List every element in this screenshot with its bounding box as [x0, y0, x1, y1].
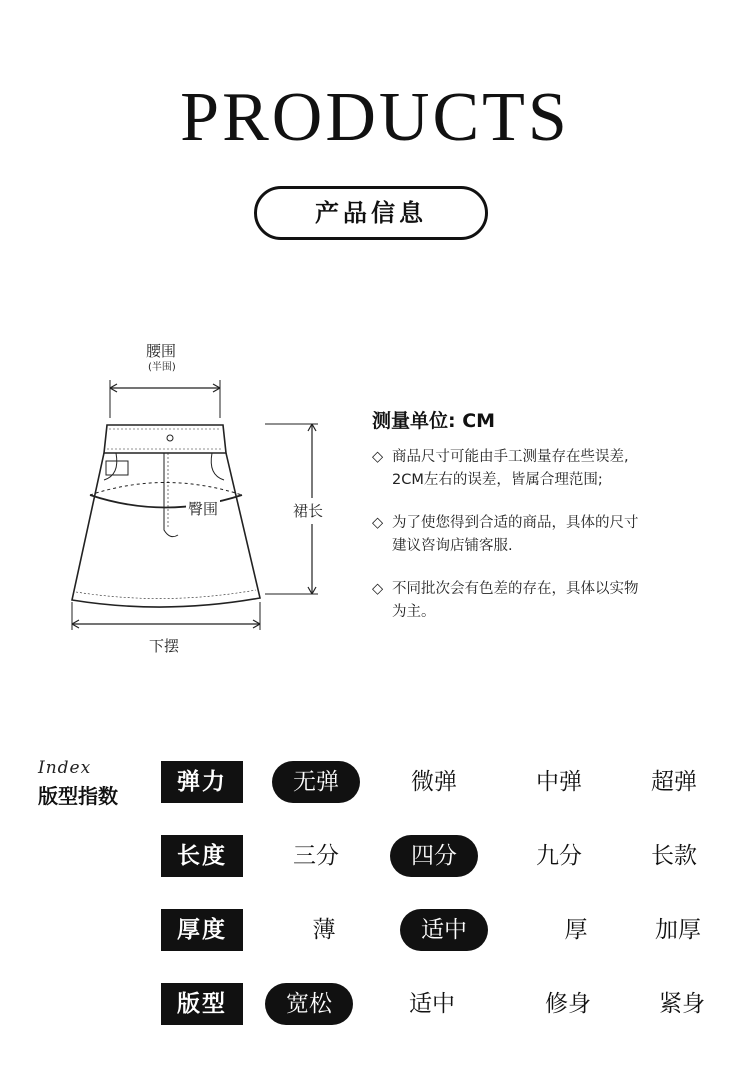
index-option: 九分	[536, 843, 582, 869]
index-row-label: 版型	[161, 983, 243, 1025]
index-option: 紧身	[659, 991, 705, 1017]
diamond-bullet-icon: ◇	[372, 581, 384, 597]
index-row-label: 弹力	[161, 761, 243, 803]
skirt-diagram	[60, 330, 340, 670]
index-title-en: Index	[38, 758, 92, 778]
index-option: 中弹	[536, 769, 582, 795]
index-title-cn: 版型指数	[38, 784, 118, 808]
index-option-selected: 四分	[390, 835, 478, 877]
diamond-bullet-icon: ◇	[372, 515, 384, 531]
index-option-selected: 无弹	[272, 761, 360, 803]
index-option: 厚	[564, 917, 588, 943]
index-option: 修身	[545, 991, 591, 1017]
index-row-label: 厚度	[161, 909, 243, 951]
index-option-selected: 适中	[400, 909, 488, 951]
hip-label: 臀围	[188, 500, 219, 518]
hem-label: 下摆	[149, 637, 180, 655]
measurement-note: ◇ 不同批次会有色差的存在，具体以实物 为主。	[372, 578, 712, 624]
index-option-selected: 宽松	[265, 983, 353, 1025]
waist-note: (半围)	[148, 362, 176, 373]
measurement-note: ◇ 为了使您得到合适的商品，具体的尺寸 建议咨询店铺客服.	[372, 512, 712, 558]
index-row-label: 长度	[161, 835, 243, 877]
page-title: PRODUCTS	[180, 79, 570, 156]
index-option: 适中	[409, 991, 455, 1017]
index-option: 长款	[651, 843, 697, 869]
diamond-bullet-icon: ◇	[372, 449, 384, 465]
waist-label: 腰围	[146, 342, 177, 360]
index-option: 超弹	[651, 769, 697, 795]
index-option: 三分	[293, 843, 339, 869]
index-option: 微弹	[411, 769, 457, 795]
measurement-unit-title: 测量单位: CM	[372, 410, 496, 432]
measurement-note: ◇ 商品尺寸可能由手工测量存在些误差, 2CM左右的误差，皆属合理范围;	[372, 446, 712, 492]
section-label-pill: 产品信息	[254, 186, 488, 240]
index-option: 加厚	[655, 917, 701, 943]
index-option: 薄	[312, 917, 336, 943]
length-label: 裙长	[293, 502, 324, 520]
